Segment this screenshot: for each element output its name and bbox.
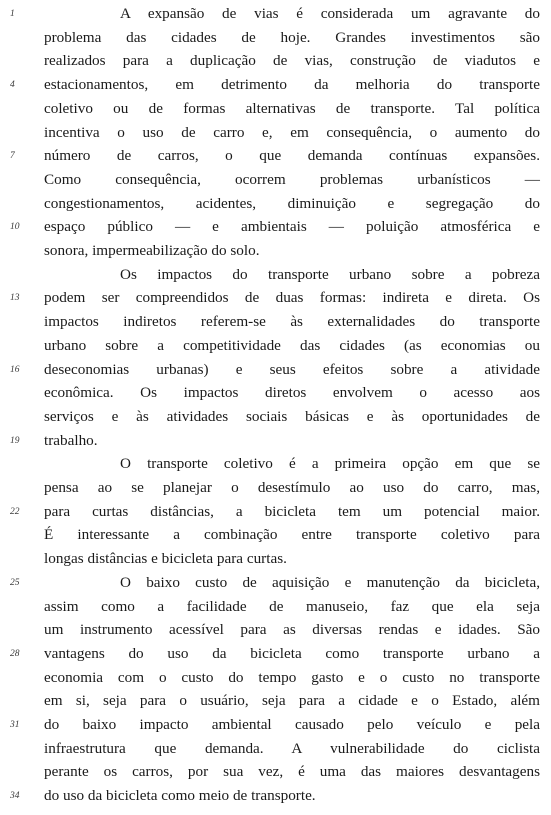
text-line: econômica. Os impactos diretos envolvem o acesso aos xyxy=(44,384,540,402)
text-line: impactos indiretos referem-se às externalidades do transporte xyxy=(44,313,540,331)
line-number: 34 xyxy=(10,791,20,802)
text-line: A expansão de vias é considerada um agravante do xyxy=(120,5,540,22)
text-line: do uso da bicicleta como meio de transporte. xyxy=(44,787,316,805)
line-number: 31 xyxy=(10,720,20,730)
text-line: realizados para a duplicação de vias, construção de viadutos e xyxy=(44,52,540,70)
text-line: trabalho. xyxy=(44,431,98,449)
text-line: congestionamentos, acidentes, diminuição e segregação do xyxy=(44,194,540,212)
text-line: sonora, impermeabilização do solo. xyxy=(44,242,260,259)
line-number: 13 xyxy=(10,293,20,304)
text-line: um instrumento acessível para as diversas rendas e idades. São xyxy=(44,621,540,639)
line-number: 28 xyxy=(10,648,20,659)
text-line: problema das cidades de hoje. Grandes investimentos são xyxy=(44,28,540,46)
text-line: É interessante a combinação entre transporte coletivo para xyxy=(44,526,540,544)
text-line: economia com o custo do tempo gasto e o custo no transporte xyxy=(44,668,540,686)
line-number: 16 xyxy=(10,364,20,375)
text-line: Os impactos do transporte urbano sobre a pobreza xyxy=(120,265,540,283)
text-line: estacionamentos, em detrimento da melhoria do transporte xyxy=(44,76,540,94)
text-line: infraestrutura que demanda. A vulnerabilidade do ciclista xyxy=(44,739,540,757)
text-line: podem ser compreendidos de duas formas: indireta e direta. Os xyxy=(44,289,540,307)
text-line: vantagens do uso da bicicleta como transporte urbano a xyxy=(44,644,540,662)
text-line: para curtas distâncias, a bicicleta tem um potencial maior. xyxy=(44,502,540,520)
text-line: espaço público — e ambientais — poluição atmosférica e xyxy=(44,218,540,236)
line-number: 1 xyxy=(10,9,15,19)
text-line: O baixo custo de aquisição e manutenção da bicicleta, xyxy=(120,573,540,591)
text-line: pensa ao se planejar o desestímulo ao uso do carro, mas, xyxy=(44,479,540,496)
text-line: do baixo impacto ambiental causado pelo veículo e pela xyxy=(44,716,540,733)
line-number: 4 xyxy=(10,80,15,91)
line-number: 22 xyxy=(10,506,20,517)
text-line: longas distâncias e bicicleta para curtas. xyxy=(44,550,287,568)
text-line: coletivo ou de formas alternativas de transporte. Tal política xyxy=(44,99,540,117)
text-line: perante os carros, por sua vez, é uma das maiores desvantagens xyxy=(44,763,540,781)
text-line: urbano sobre a competitividade das cidades (as economias ou xyxy=(44,336,540,354)
text-line: serviços e às atividades sociais básicas e às oportunidades de xyxy=(44,407,540,425)
line-number: 19 xyxy=(10,435,20,446)
text-line: deseconomias urbanas) e seus efeitos sobre a atividade xyxy=(44,360,540,378)
line-number: 10 xyxy=(10,222,20,233)
text-line: O transporte coletivo é a primeira opção em que se xyxy=(120,455,540,473)
line-number: 25 xyxy=(10,577,20,588)
text-line: incentiva o uso de carro e, em consequência, o aumento do xyxy=(44,123,540,141)
text-line: Como consequência, ocorrem problemas urbanísticos — xyxy=(44,170,540,188)
text-line: número de carros, o que demanda contínuas expansões. xyxy=(44,147,540,165)
line-number: 7 xyxy=(10,151,15,162)
text-line: assim como a facilidade de manuseio, faz que ela seja xyxy=(44,597,540,615)
text-line: em si, seja para o usuário, seja para a cidade e o Estado, além xyxy=(44,692,540,710)
